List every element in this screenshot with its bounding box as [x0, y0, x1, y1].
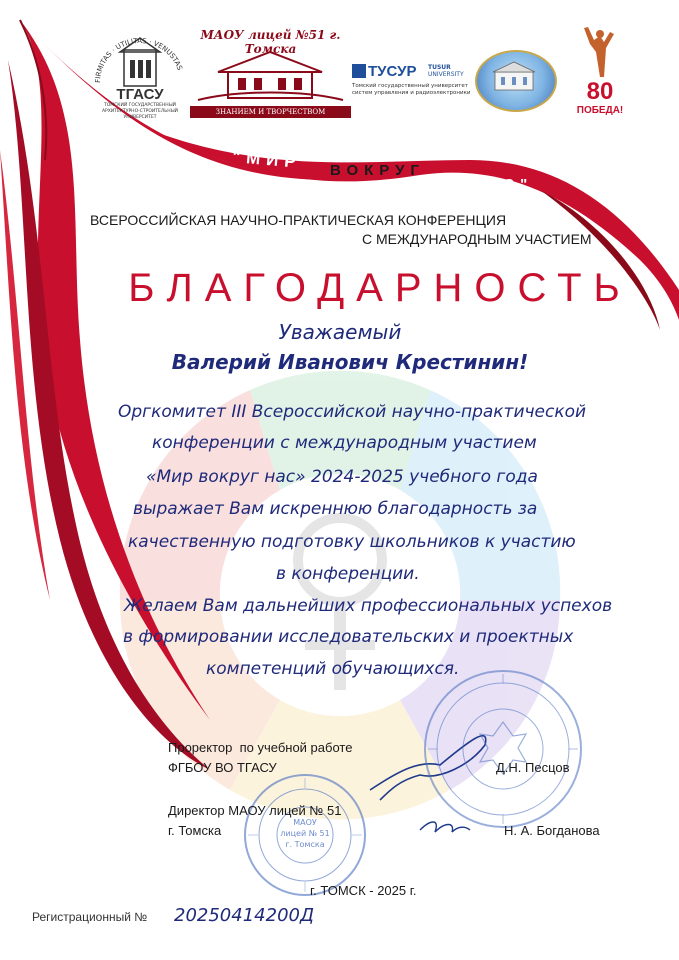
tgasu-arc-text: FIRMITAS · UTILITAS · VENUSTAS: [93, 36, 184, 84]
signatory-2-name: Н. А. Богданова: [504, 823, 600, 838]
tgasu-name: ТГАСУ: [116, 86, 164, 103]
tgasu-subtitle-3: УНИВЕРСИТЕТ: [123, 115, 157, 120]
registration-number: 20250414200Д: [174, 905, 315, 926]
tusur-mark-icon: [352, 64, 366, 78]
city-year: г. ТОМСК - 2025 г.: [310, 883, 417, 898]
conference-line-1: ВСЕРОССИЙСКАЯ НАУЧНО-ПРАКТИЧЕСКАЯ КОНФЕРЕНЦИЯ: [90, 212, 507, 228]
ribbon-text-part1: "МИР: [231, 146, 303, 173]
body-line-1: Оргкомитет III Всероссийской научно-практической: [118, 402, 587, 422]
body-line-6: в конференции.: [276, 564, 420, 584]
body-line-8: в формировании исследовательских и проектных: [123, 627, 574, 647]
tusur-name: ТУСУР: [368, 63, 417, 80]
ribbon-text-part2: ВОКРУГ: [330, 162, 425, 179]
motherland-statue-icon: [570, 22, 630, 82]
tgasu-subtitle-2: АРХИТЕКТУРНО-СТРОИТЕЛЬНЫЙ: [101, 109, 179, 114]
stamp-line-2: лицей № 51: [280, 829, 330, 838]
conference-line-2: С МЕЖДУНАРОДНЫМ УЧАСТИЕМ: [362, 231, 592, 247]
body-line-2: конференции с международным участием: [152, 433, 537, 453]
lyceum-motto: ЗНАНИЕМ И ТВОРЧЕСТВОМ: [190, 106, 351, 118]
tusur-desc-1: Томский государственный университет: [352, 83, 468, 89]
victory-word: ПОБЕДА!: [576, 105, 624, 116]
ribbon-text-part3: НАС": [470, 176, 534, 193]
victory-number: 80: [586, 78, 614, 105]
body-line-3: «Мир вокруг нас» 2024-2025 учебного года: [146, 467, 538, 487]
greeting: Уважаемый: [278, 320, 402, 344]
signatory-1-name: Д.Н. Песцов: [496, 760, 570, 775]
university-emblem-icon: [475, 50, 557, 112]
lyceum-stamp: [240, 770, 370, 900]
tgasu-subtitle-1: ТОМСКИЙ ГОСУДАРСТВЕННЫЙ: [103, 103, 177, 108]
lyceum-building-icon: [188, 44, 353, 104]
round-seal-stamp: [418, 664, 588, 834]
tgasu-logo: [90, 28, 190, 120]
stamp-line-3: г. Томска: [285, 840, 325, 849]
body-line-7: Желаем Вам дальнейших профессиональных успехов: [124, 596, 613, 616]
signatory-2-role-line-1: Директор МАОУ лицей № 51: [168, 803, 342, 818]
victory-80-logo: [570, 22, 630, 122]
tgasu-emblem-icon: [90, 28, 190, 90]
tusur-name-en-1: TUSUR: [428, 64, 451, 71]
recipient-name: Валерий Иванович Крестинин!: [171, 350, 529, 374]
registration-label: Регистрационный №: [32, 910, 148, 924]
body-line-4: выражает Вам искреннюю благодарность за: [133, 499, 538, 519]
tusur-desc-2: систем управления и радиоэлектроники: [352, 90, 471, 96]
stamp-line-1: МАОУ: [293, 818, 317, 827]
certificate-title: БЛАГОДАРНОСТЬ: [128, 266, 632, 310]
signatory-2-role-line-2: г. Томска: [168, 823, 222, 838]
signatory-1-role-line-2: ФГБОУ ВО ТГАСУ: [168, 760, 277, 775]
body-line-9: компетенций обучающихся.: [206, 659, 460, 679]
lyceum-logo: [188, 28, 353, 120]
tusur-logo: [352, 62, 472, 102]
body-line-5: качественную подготовку школьников к участию: [128, 532, 576, 552]
lyceum-title: МАОУ лицей №51 г. Томска: [200, 28, 341, 56]
signatory-1-role-line-1: Проректор по учебной работе: [168, 740, 353, 755]
tusur-name-en-2: UNIVERSITY: [428, 71, 464, 78]
